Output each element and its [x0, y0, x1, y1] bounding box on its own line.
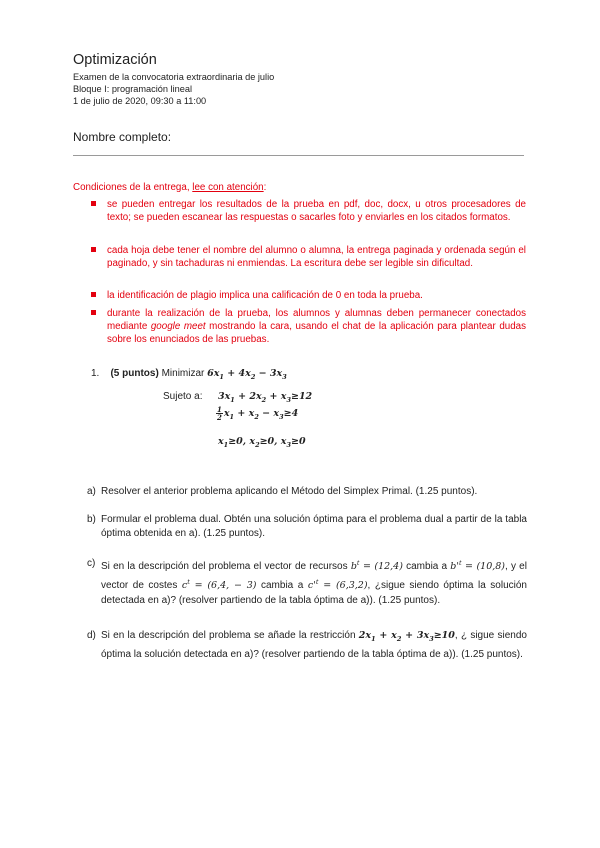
conditions-emphasis: lee con atención — [192, 182, 264, 193]
bullet-icon — [91, 310, 96, 315]
name-label: Nombre completo: — [73, 130, 172, 144]
objective-function: $6x_1 + 4x_2 - 3x_3$ — [207, 368, 287, 381]
constraint-1: $3x_1 + 2x_2 + x_3\ge 12$ — [218, 391, 313, 404]
condition-item: la identificación de plagio implica una calificación de 0 en toda la prueba. — [91, 289, 526, 303]
bullet-icon — [91, 292, 96, 297]
part-d: d) Si en la descripción del problema se añade la restricción $2x_1 + x_2 + 3x_3\ge 10$, ¿ sigue siendo óptima la solución detectada en a)? (resolver partiendo de la tabla óptima de a)). (1.25 puntos). — [87, 630, 527, 660]
exam-subtitle: Examen de la convocatoria extraordinaria de julio — [73, 72, 275, 82]
part-c: c) Si en la descripción del problema el vector de recursos $b^t = (12,4)$ cambia a $b'^t = (10,8)$, y el vector de costes $c^t = (6,4$, − 3) cambia a $c'^t = (6,3,2)$, ¿sigue siendo óptima la solución detectada en a)? (resolver partiendo de la tabla óptima de a)). (1.25 puntos). — [87, 558, 527, 607]
part-a: a) Resolver el anterior problema aplicando el Método del Simplex Primal. (1.25 puntos). — [87, 486, 478, 497]
condition-item: se pueden entregar los resultados de la prueba en pdf, doc, docx, u otros procesadores de texto; se pueden escanear las respuestas o sacarles foto y enviarles en los citados formatos. — [91, 198, 526, 238]
bullet-icon — [91, 247, 96, 252]
constraint-nonnegativity: $x_1\ge 0$, $x_2\ge 0$, $x_3\ge 0$ — [218, 436, 306, 449]
problem-statement: 1. (5 puntos) Minimizar $6x_1 + 4x_2 - 3x_3$ — [91, 368, 287, 381]
name-line[interactable] — [73, 155, 524, 156]
exam-title: Optimización — [73, 52, 157, 68]
condition-item: cada hoja debe tener el nombre del alumno o alumna, la entrega paginada y ordenada según el paginado, y sin tachaduras ni enmiendas. La escritura debe ser legible sin dificultad. — [91, 244, 526, 284]
subject-to-label: Sujeto a: — [163, 391, 203, 402]
exam-date: 1 de julio de 2020, 09:30 a 11:00 — [73, 96, 207, 106]
part-b: b) Formular el problema dual. Obtén una solución óptima para el problema dual a partir de la tabla óptima obtenida en a). (1.25 puntos). — [87, 514, 527, 539]
bullet-icon — [91, 201, 96, 206]
exam-block: Bloque I: programación lineal — [73, 84, 192, 94]
condition-item: durante la realización de la prueba, los alumnos y alumnas deben permanecer conectados mediante google meet mostrando la cara, usando el chat de la aplicación para plantear dudas sobre los enunciados de las pruebas. — [91, 307, 526, 347]
conditions-heading: Condiciones de la entrega, lee con atención: — [73, 182, 267, 193]
constraint-2: $\frac{1}{2}$ $x_1 + x_2 - x_3\ge 4$ — [217, 405, 299, 422]
